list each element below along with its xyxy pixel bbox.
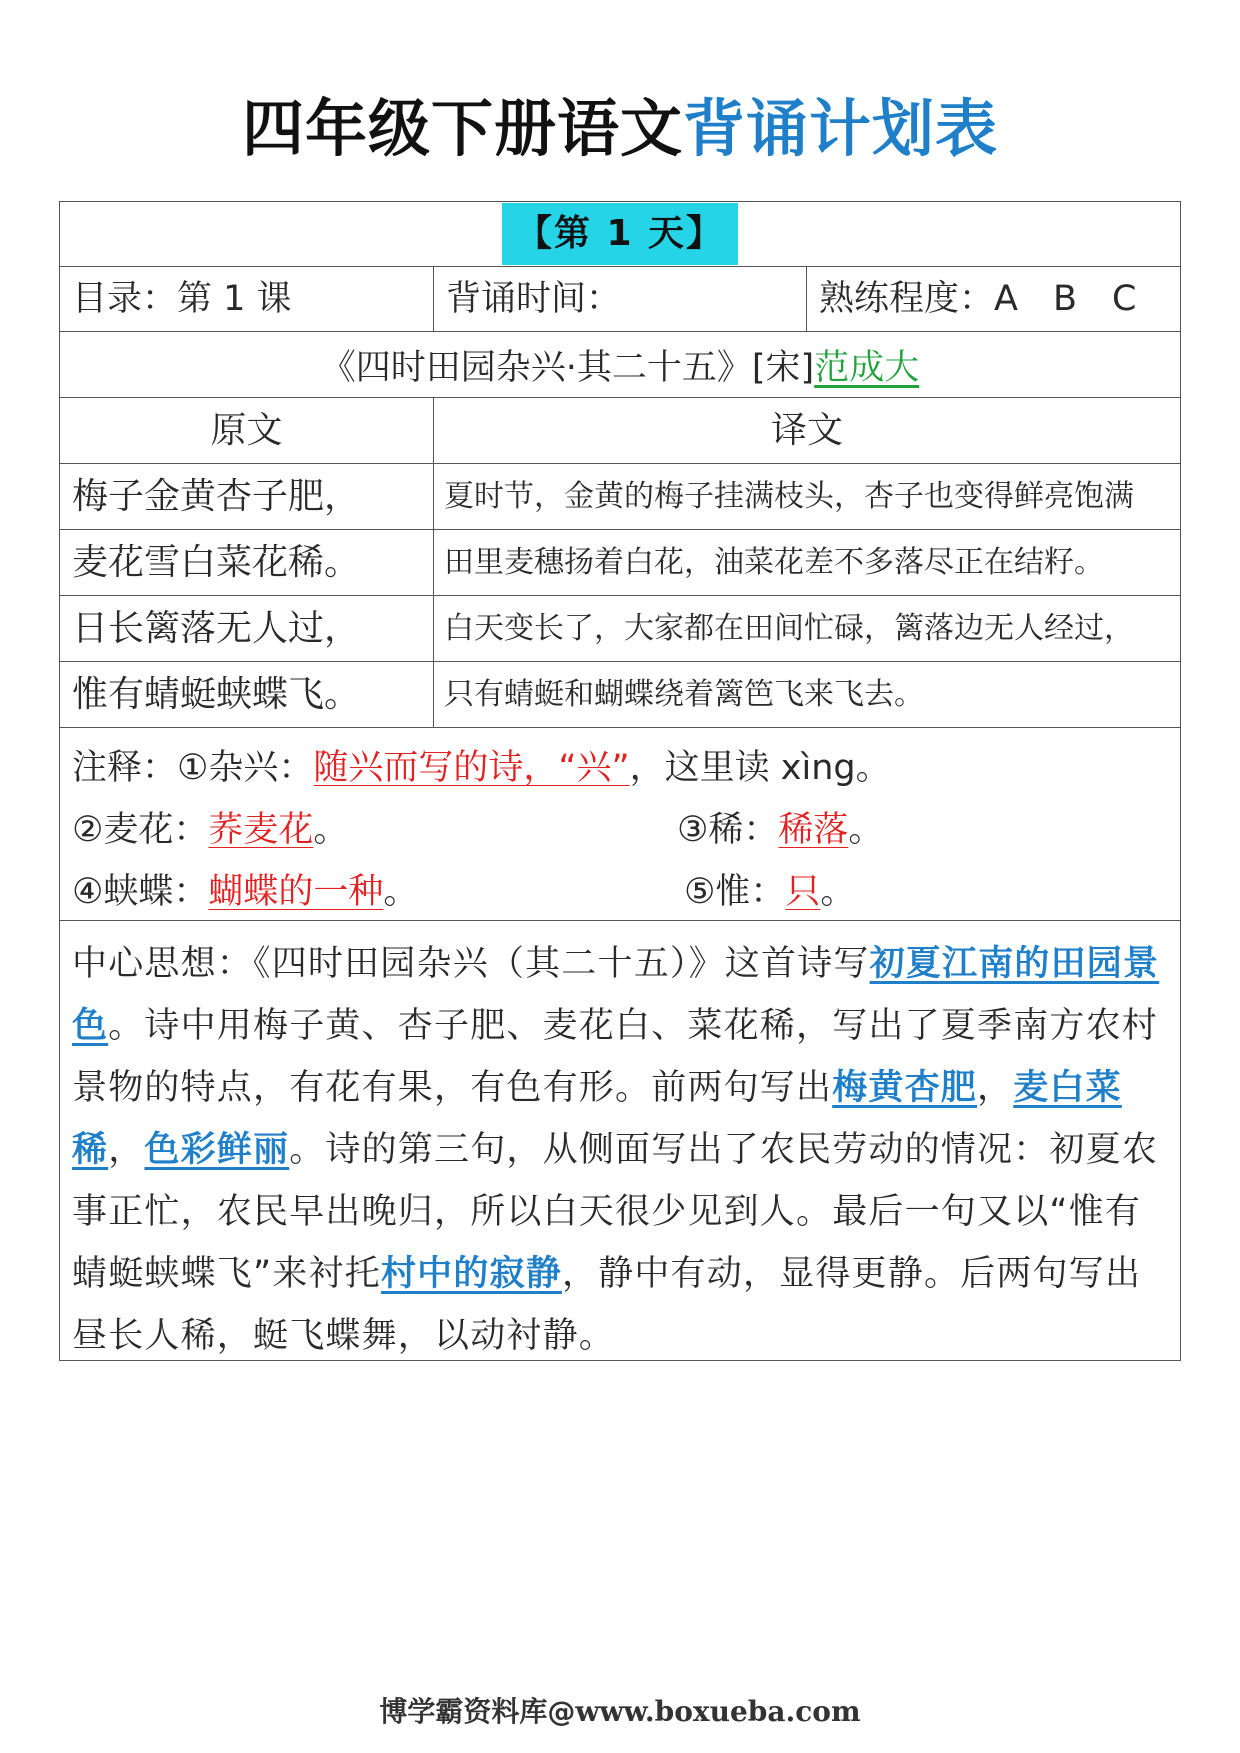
poem-line-row [60,596,1180,662]
note-4-tail: 。 [383,872,419,912]
poem-line-row [60,662,1180,728]
note-3 [677,802,883,852]
recitation-table [59,201,1181,1361]
page-title [0,92,1240,166]
poem-title-row [60,332,1180,398]
note-1-tail: ，这里读 xìng。 [629,748,891,788]
note-3-tail: 。 [848,810,884,850]
note-2-meaning: 荞麦花 [208,810,314,850]
notes-section [60,728,1180,921]
proficiency-cell[interactable]: 熟练程度：A B C [806,267,1180,331]
footer-url: www.boxueba.com [575,1695,861,1728]
note-5-meaning: 只 [785,872,821,912]
original-line: 麦花雪白菜花稀。 [72,541,361,583]
central-idea-text: 中心思想：《四时田园杂兴（其二十五）》这首诗写 [72,944,870,984]
central-idea-text: 。诗的第三句，从侧面写出了农民劳动的情况：初夏农事正忙，农民早出晚归，所以白天很少见到人。最后一句又以“惟有蜻蜓蛱蝶飞”来衬托 [72,1130,1159,1294]
day-badge: 【第 1 天】 [502,203,738,264]
note-2 [72,802,677,852]
note-1-meaning: 随兴而写的诗，“兴” [313,748,630,788]
note-5 [684,864,855,914]
day-row [60,202,1180,267]
note-3-label: ③稀： [677,810,779,850]
note-line-1 [72,734,1168,796]
central-idea-text: ， [977,1068,1014,1108]
title-part-blue: 背诵计划表 [683,92,999,165]
note-1-label: 注释：①杂兴： [72,748,314,788]
original-line: 日长篱落无人过， [72,607,361,649]
central-idea-keyword: 村中的寂静 [380,1254,562,1294]
column-header-row [60,398,1180,464]
note-line-2 [72,796,1168,858]
poem-line-row [60,464,1180,530]
central-idea-section [60,921,1180,1360]
poem-title: 《四时田园杂兴·其二十五》[宋] [320,347,815,388]
note-5-label: ⑤惟： [684,872,786,912]
watermark-footer [0,1690,1240,1730]
central-idea-text: ，静中有动，显得更静。后两句写出昼长人稀，蜓飞蝶舞，以动衬静。 [72,1254,1142,1356]
central-idea-keyword: 麦白菜稀 [72,1068,1122,1170]
central-idea-text: 。诗中用梅子黄、杏子肥、麦花白、菜花稀，写出了夏季南方农村景物的特点，有花有果，有色有形。前两句写出 [72,1006,1159,1108]
original-line: 梅子金黄杏子肥， [72,475,361,517]
note-4-label: ④蛱蝶： [72,872,209,912]
note-line-3 [72,858,1168,920]
central-idea-text: ， [108,1130,145,1170]
recite-time-cell[interactable]: 背诵时间： [433,267,806,331]
catalog-cell: 目录：第 1 课 [72,278,292,319]
note-4 [72,864,684,914]
translation-line: 只有蜻蜓和蝴蝶绕着篱笆飞来飞去。 [433,662,1180,727]
note-4-meaning: 蝴蝶的一种 [208,872,384,912]
title-part-black: 四年级下册语文 [241,92,683,165]
poem-line-row [60,530,1180,596]
poem-author: 范成大 [814,347,920,388]
central-idea-keyword: 色彩鲜丽 [144,1130,290,1170]
translation-line: 夏时节，金黄的梅子挂满枝头，杏子也变得鲜亮饱满 [433,464,1180,529]
original-line: 惟有蜻蜓蛱蝶飞。 [72,673,361,715]
central-idea-keyword: 梅黄杏肥 [832,1068,978,1108]
central-idea-keyword: 初夏江南的田园景色 [72,944,1160,1046]
note-2-label: ②麦花： [72,810,209,850]
original-header: 原文 [210,409,283,451]
note-3-meaning: 稀落 [778,810,849,850]
note-5-tail: 。 [820,872,856,912]
translation-line: 白天变长了，大家都在田间忙碌，篱落边无人经过， [433,596,1180,661]
translation-header: 译文 [433,398,1180,463]
translation-line: 田里麦穗扬着白花，油菜花差不多落尽正在结籽。 [433,530,1180,595]
meta-row [60,267,1180,332]
footer-site-name: 博学霸资料库@ [379,1695,576,1728]
note-2-tail: 。 [313,810,349,850]
